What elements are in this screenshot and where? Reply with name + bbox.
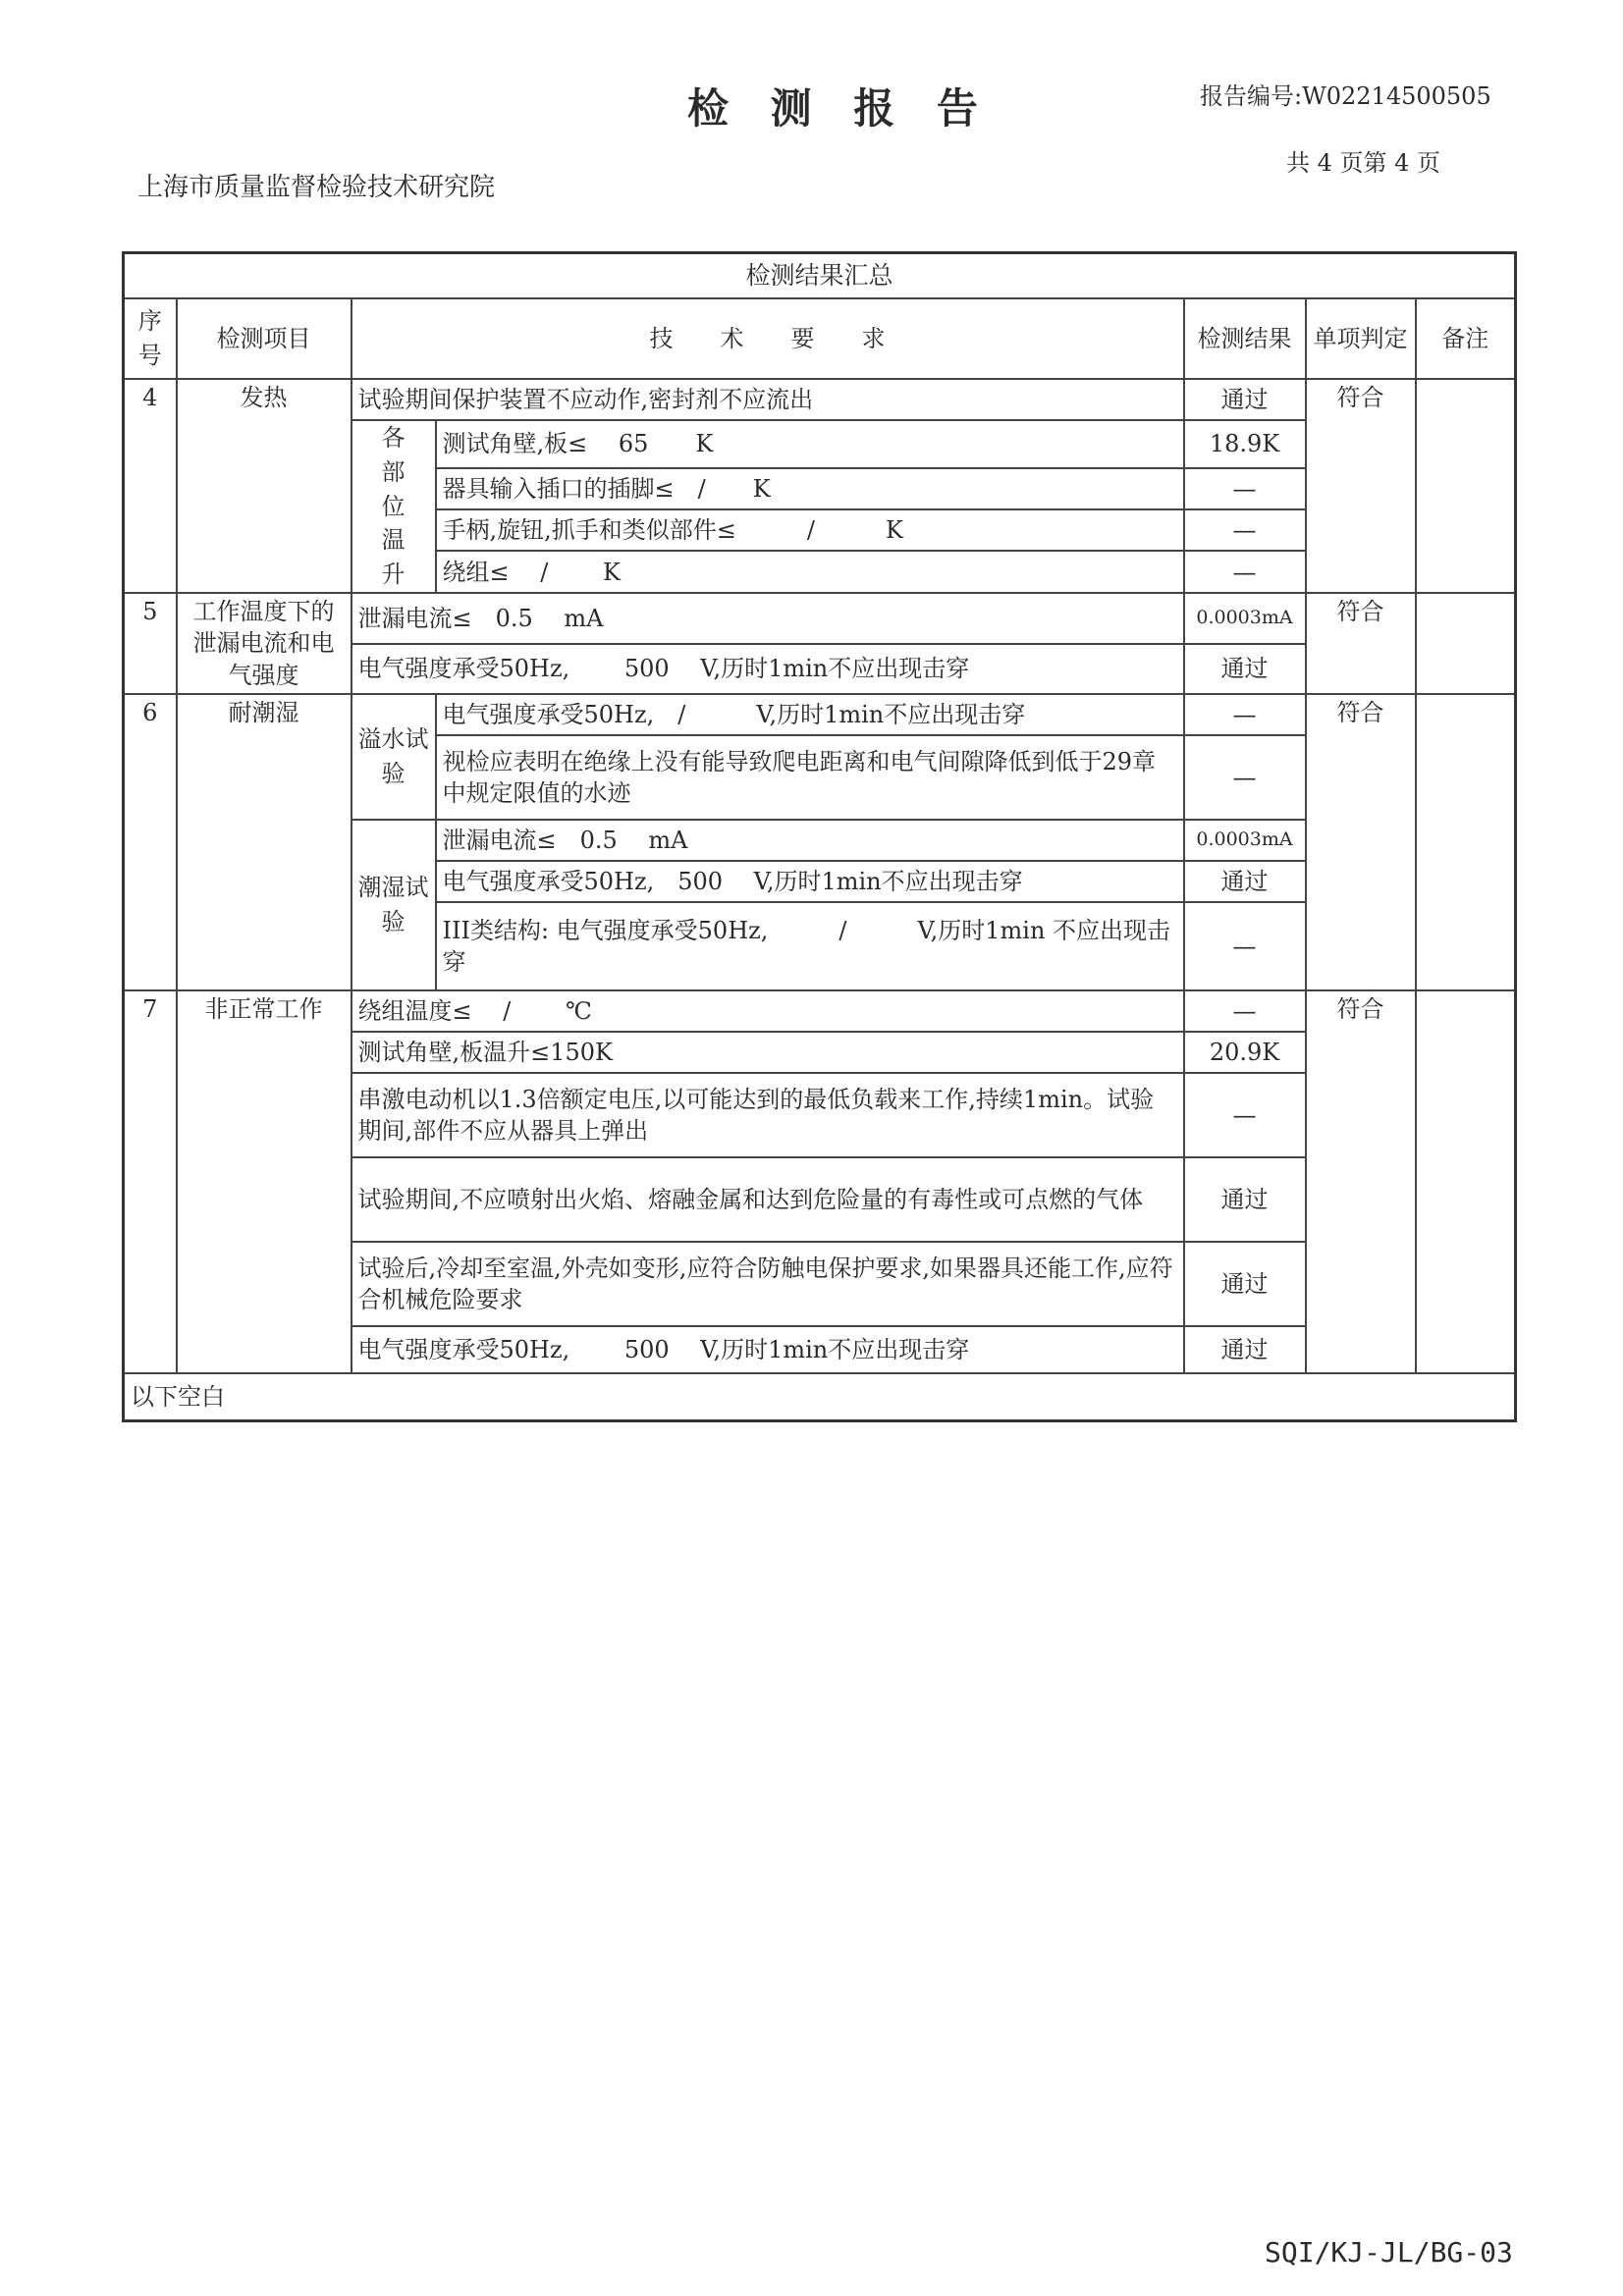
requirement-cell: 试验后,冷却至室温,外壳如变形,应符合防触电保护要求,如果器具还能工作,应符合机械危险要求: [352, 1242, 1184, 1326]
header-seq: 序号: [124, 298, 177, 379]
requirement-cell: 试验期间保护装置不应动作,密封剂不应流出: [352, 379, 1184, 420]
result-cell: —: [1184, 735, 1306, 820]
result-cell: —: [1184, 1073, 1306, 1157]
result-cell: 通过: [1184, 1326, 1306, 1373]
judgement-cell: 符合: [1306, 694, 1416, 990]
header-remark: 备注: [1416, 298, 1516, 379]
result-cell: —: [1184, 694, 1306, 735]
result-cell: 20.9K: [1184, 1032, 1306, 1073]
results-table-container: [122, 251, 1514, 1422]
overflow-test-label: 溢水试验: [352, 694, 436, 820]
requirement-cell: 视检应表明在绝缘上没有能导致爬电距离和电气间隙降低到低于29章中规定限值的水迹: [436, 735, 1184, 820]
result-cell: —: [1184, 902, 1306, 990]
document-title: 检 测 报 告: [687, 84, 992, 133]
result-cell: 0.0003mA: [1184, 593, 1306, 644]
header-item: 检测项目: [177, 298, 352, 379]
remark-cell: [1416, 990, 1516, 1373]
seq-cell: 6: [124, 694, 177, 990]
table-row: [124, 990, 1516, 1032]
table-caption: 检测结果汇总: [124, 253, 1516, 299]
requirement-cell: 电气强度承受50Hz, 500 V,历时1min不应出现击穿: [352, 1326, 1184, 1373]
results-table: [122, 251, 1517, 1422]
requirement-cell: 测试角壁,板≤ 65 K: [436, 420, 1184, 468]
humidity-test-label: 潮湿试验: [352, 820, 436, 990]
result-cell: 0.0003mA: [1184, 820, 1306, 861]
requirement-cell: 测试角壁,板温升≤150K: [352, 1032, 1184, 1073]
requirement-cell: 器具输入插口的插脚≤ / K: [436, 468, 1184, 509]
table-header-row: [124, 298, 1516, 379]
judgement-cell: 符合: [1306, 379, 1416, 593]
seq-cell: 4: [124, 379, 177, 593]
requirement-cell: 串激电动机以1.3倍额定电压,以可能达到的最低负载来工作,持续1min。试验期间,部件不应从器具上弹出: [352, 1073, 1184, 1157]
judgement-cell: 符合: [1306, 990, 1416, 1373]
judgement-cell: 符合: [1306, 593, 1416, 694]
remark-cell: [1416, 694, 1516, 990]
sub-label-cell: 各部位温升: [352, 420, 436, 593]
seq-cell: 7: [124, 990, 177, 1373]
header-requirement: 技 术 要 求: [352, 298, 1184, 379]
result-cell: 通过: [1184, 379, 1306, 420]
result-cell: 通过: [1184, 861, 1306, 902]
header-judgement: 单项判定: [1306, 298, 1416, 379]
result-cell: —: [1184, 551, 1306, 593]
table-row: [124, 593, 1516, 644]
result-cell: —: [1184, 468, 1306, 509]
form-code: SQI/KJ-JL/BG-03: [1265, 2236, 1513, 2269]
table-row: [124, 379, 1516, 420]
requirement-cell: 电气强度承受50Hz, 500 V,历时1min不应出现击穿: [352, 644, 1184, 695]
result-cell: —: [1184, 509, 1306, 551]
requirement-cell: 泄漏电流≤ 0.5 mA: [352, 593, 1184, 644]
institute-name: 上海市质量监督检验技术研究院: [137, 173, 496, 202]
result-cell: 通过: [1184, 1242, 1306, 1326]
remark-cell: [1416, 379, 1516, 593]
table-footer-row: [124, 1373, 1516, 1420]
page-count: 共 4 页第 4 页: [1286, 149, 1441, 177]
item-cell: 工作温度下的泄漏电流和电气强度: [177, 593, 352, 694]
requirement-cell: 电气强度承受50Hz, 500 V,历时1min不应出现击穿: [436, 861, 1184, 902]
result-cell: 通过: [1184, 644, 1306, 695]
requirement-cell: 手柄,旋钮,抓手和类似部件≤ / K: [436, 509, 1184, 551]
requirement-cell: III类结构: 电气强度承受50Hz, / V,历时1min 不应出现击穿: [436, 902, 1184, 990]
item-cell: 非正常工作: [177, 990, 352, 1373]
header-result: 检测结果: [1184, 298, 1306, 379]
requirement-cell: 绕组≤ / K: [436, 551, 1184, 593]
result-cell: 18.9K: [1184, 420, 1306, 468]
seq-cell: 5: [124, 593, 177, 694]
item-cell: 发热: [177, 379, 352, 593]
requirement-cell: 泄漏电流≤ 0.5 mA: [436, 820, 1184, 861]
blank-below-note: 以下空白: [124, 1373, 1516, 1420]
table-row: [124, 694, 1516, 735]
requirement-cell: 绕组温度≤ / ℃: [352, 990, 1184, 1032]
result-cell: 通过: [1184, 1157, 1306, 1242]
requirement-cell: 试验期间,不应喷射出火焰、熔融金属和达到危险量的有毒性或可点燃的气体: [352, 1157, 1184, 1242]
remark-cell: [1416, 593, 1516, 694]
result-cell: —: [1184, 990, 1306, 1032]
report-number: 报告编号:W02214500505: [1200, 82, 1491, 110]
item-cell: 耐潮湿: [177, 694, 352, 990]
requirement-cell: 电气强度承受50Hz, / V,历时1min不应出现击穿: [436, 694, 1184, 735]
table-caption-row: [124, 253, 1516, 299]
